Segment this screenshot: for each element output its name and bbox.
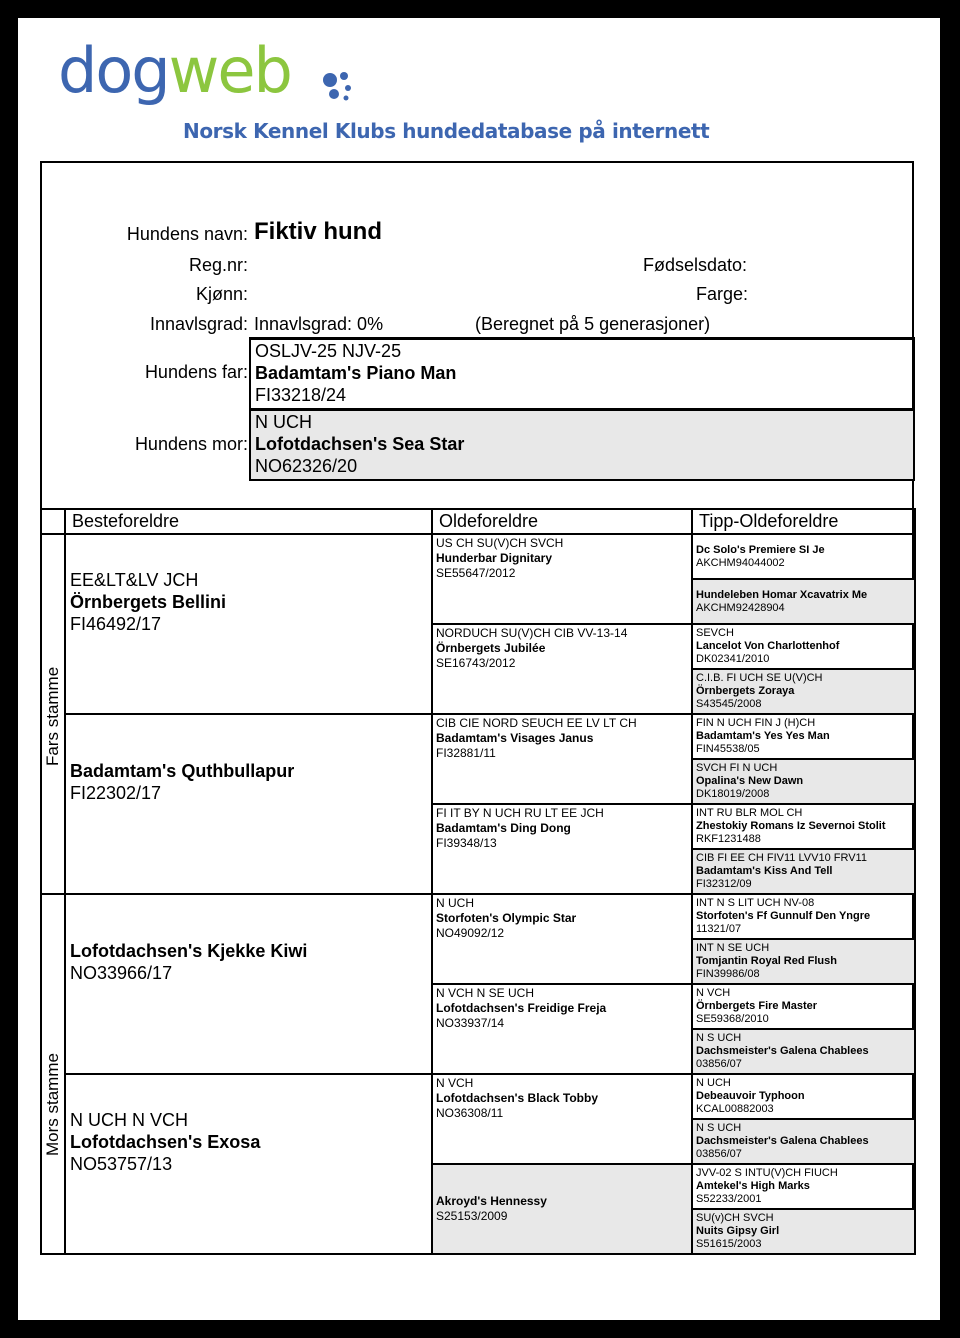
dog-name: Lofotdachsen's Exosa [70, 1132, 261, 1152]
reg-number: FI39348/13 [436, 836, 497, 850]
reg-number: FI32312/09 [696, 878, 752, 890]
dog-name: Storfoten's Olympic Star [436, 911, 577, 925]
logo-wordmark: dogweb [58, 34, 291, 107]
dog-name: Fiktiv hund [254, 218, 382, 245]
reg-number: NO33966/17 [70, 963, 173, 983]
greatgreat-cell[interactable] [691, 1028, 916, 1075]
greatgrandparent-cell[interactable] [431, 623, 693, 715]
greatgreat-cell[interactable] [691, 623, 916, 670]
reg-number: FI46492/17 [70, 614, 162, 634]
dog-name: Dachsmeister's Galena Chablees [696, 1045, 869, 1057]
sire-titles: OSLJV-25 NJV-25 [255, 341, 402, 361]
inbreeding-label: Innavlsgrad: [149, 314, 248, 334]
col-grandparents-header: Besteforeldre [64, 508, 433, 535]
reg-number: SE16743/2012 [436, 656, 516, 670]
grandparent-cell[interactable] [64, 1073, 433, 1255]
reg-number: FI32881/11 [436, 746, 496, 760]
dog-name: Storfoten's Ff Gunnulf Den Yngre [696, 910, 871, 922]
greatgreat-cell[interactable] [691, 758, 916, 805]
logo-subtitle: Norsk Kennel Klubs hundedatabase på internett [183, 119, 710, 143]
greatgrandparent-cell[interactable] [431, 1163, 693, 1255]
greatgreat-cell[interactable] [691, 533, 916, 580]
dog-name: Zhestokiy Romans Iz Severnoi Stolit [696, 820, 886, 832]
dog-name: Örnbergets Jubilée [436, 641, 546, 655]
reg-number: FIN45538/05 [696, 743, 760, 755]
reg-number: AKCHM94044002 [696, 556, 785, 569]
greatgrandparent-cell[interactable] [431, 983, 693, 1075]
grandparent-cell[interactable] [64, 893, 433, 1075]
reg-number: AKCHM92428904 [696, 601, 785, 614]
reg-number: NO33937/14 [436, 1016, 505, 1030]
dog-name: Örnbergets Bellini [70, 592, 227, 612]
titles: SVCH FI N UCH [696, 762, 778, 774]
reg-number: DK02341/2010 [696, 653, 770, 665]
reg-number: KCAL00882003 [696, 1103, 774, 1115]
titles: N VCH [696, 987, 731, 999]
regnr-label: Reg.nr: [188, 255, 248, 275]
titles: NORDUCH SU(V)CH CIB VV-13-14 [436, 626, 628, 640]
dog-name: Lofotdachsen's Kjekke Kiwi [70, 941, 308, 961]
dog-name: Nuits Gipsy Girl [696, 1225, 780, 1237]
dog-name: Debeauvoir Typhoon [696, 1090, 805, 1102]
sire-line-label: Fars stamme [43, 666, 62, 766]
titles: INT RU BLR MOL CH [696, 807, 803, 819]
dam-reg: NO62326/20 [255, 456, 358, 476]
col-greatgrandparents-header: Oldeforeldre [431, 508, 693, 535]
titles: INT N S LIT UCH NV-08 [696, 897, 815, 909]
dam-name: Lofotdachsen's Sea Star [255, 434, 465, 454]
dog-name: Badamtam's Yes Yes Man [696, 730, 830, 742]
reg-number: 03856/07 [696, 1058, 742, 1070]
dog-name: Lofotdachsen's Black Tobby [436, 1091, 598, 1105]
titles: N S UCH [696, 1032, 742, 1044]
inbreeding-note: (Beregnet på 5 generasjoner) [475, 314, 711, 334]
reg-number: 11321/07 [696, 923, 742, 935]
titles: FIN N UCH FIN J (H)CH [696, 717, 816, 729]
dog-name: Badamtam's Quthbullapur [70, 761, 295, 781]
reg-number: S25153/2009 [436, 1209, 508, 1223]
titles: FI IT BY N UCH RU LT EE JCH [436, 806, 604, 820]
sex-label: Kjønn: [195, 284, 248, 304]
dog-name: Badamtam's Visages Janus [436, 731, 594, 745]
reg-number: FIN39986/08 [696, 968, 760, 980]
titles: SEVCH [696, 627, 734, 639]
reg-number: S52233/2001 [696, 1193, 762, 1205]
dam-titles: N UCH [255, 412, 312, 432]
greatgreat-cell[interactable] [691, 668, 916, 715]
dog-name: Opalina's New Dawn [696, 775, 804, 787]
dog-name: Hunderbar Dignitary [436, 551, 553, 565]
dog-name: Dc Solo's Premiere SI Je [696, 543, 825, 556]
dog-name: Lancelot Von Charlottenhof [696, 640, 840, 652]
reg-number: NO53757/13 [70, 1154, 173, 1174]
dog-name: Tomjantin Royal Red Flush [696, 955, 837, 967]
greatgreat-cell[interactable] [691, 848, 916, 895]
name-label: Hundens navn: [126, 224, 248, 244]
greatgreat-cell[interactable] [691, 803, 916, 850]
titles: JVV-02 S INTU(V)CH FIUCH [696, 1167, 838, 1179]
greatgrandparent-cell[interactable] [431, 893, 693, 985]
grandparent-cell[interactable] [64, 713, 433, 895]
titles: EE&LT&LV JCH [70, 570, 199, 590]
titles: N VCH [436, 1076, 474, 1090]
titles: C.I.B. FI UCH SE U(V)CH [696, 672, 823, 684]
grandparent-cell[interactable] [64, 533, 433, 715]
dam-label: Hundens mor: [134, 434, 248, 454]
greatgreat-cell[interactable] [691, 1118, 916, 1165]
greatgreat-cell[interactable] [691, 1163, 916, 1210]
dog-name: Amtekel's High Marks [696, 1180, 810, 1192]
reg-number: NO49092/12 [436, 926, 505, 940]
corner-cell [40, 508, 66, 535]
color-label: Farge: [696, 284, 749, 304]
dog-name: Dachsmeister's Galena Chablees [696, 1135, 869, 1147]
sire-box[interactable] [249, 338, 915, 410]
dog-name: Örnbergets Zoraya [696, 685, 795, 697]
reg-number: 03856/07 [696, 1148, 742, 1160]
dog-name: Örnbergets Fire Master [696, 1000, 818, 1012]
greatgreat-cell[interactable] [691, 1208, 916, 1255]
dog-name: Badamtam's Ding Dong [436, 821, 571, 835]
sire-label: Hundens far: [144, 362, 248, 382]
titles: INT N SE UCH [696, 942, 770, 954]
logo-dots-icon [320, 66, 364, 110]
dam-box[interactable] [249, 409, 915, 481]
reg-number: S43545/2008 [696, 698, 762, 710]
titles: N VCH N SE UCH [436, 986, 535, 1000]
titles: SU(v)CH SVCH [696, 1212, 774, 1224]
greatgreat-cell[interactable] [691, 983, 916, 1030]
reg-number: RKF1231488 [696, 833, 761, 845]
col-greatgreat-header: Tipp-Oldeforeldre [691, 508, 916, 535]
sire-name: Badamtam's Piano Man [255, 363, 457, 383]
greatgreat-cell[interactable] [691, 713, 916, 760]
dog-name: Akroyd's Hennessy [436, 1194, 547, 1208]
greatgreat-cell[interactable] [691, 1073, 916, 1120]
greatgreat-cell[interactable] [691, 938, 916, 985]
titles: CIB FI EE CH FIV11 LVV10 FRV11 [696, 852, 867, 864]
titles: N UCH N VCH [70, 1110, 189, 1130]
dog-name: Lofotdachsen's Freidige Freja [436, 1001, 607, 1015]
inbreeding-value: Innavlsgrad: 0% [254, 314, 384, 334]
reg-number: FI22302/17 [70, 783, 162, 803]
dog-name: Hundeleben Homar Xcavatrix Me [696, 588, 868, 601]
birthdate-label: Fødselsdato: [643, 255, 748, 275]
reg-number: DK18019/2008 [696, 788, 770, 800]
reg-number: SE59368/2010 [696, 1013, 769, 1025]
greatgreat-cell[interactable] [691, 893, 916, 940]
titles: N UCH [696, 1077, 731, 1089]
pedigree-page [18, 18, 940, 1320]
greatgrandparent-cell[interactable] [431, 803, 693, 895]
greatgrandparent-cell[interactable] [431, 713, 693, 805]
titles: US CH SU(V)CH SVCH [436, 536, 564, 550]
reg-number: SE55647/2012 [436, 566, 516, 580]
dam-line-label: Mors stamme [43, 1053, 62, 1156]
dogweb-logo[interactable] [58, 34, 710, 143]
sire-reg: FI33218/24 [255, 385, 347, 405]
reg-number: NO36308/11 [436, 1106, 504, 1120]
greatgrandparent-cell[interactable] [431, 533, 693, 625]
greatgreat-cell[interactable] [691, 578, 916, 625]
titles: CIB CIE NORD SEUCH EE LV LT CH [436, 716, 637, 730]
reg-number: S51615/2003 [696, 1238, 762, 1250]
titles: N S UCH [696, 1122, 742, 1134]
dog-name: Badamtam's Kiss And Tell [696, 865, 833, 877]
titles: N UCH [436, 896, 474, 910]
greatgrandparent-cell[interactable] [431, 1073, 693, 1165]
